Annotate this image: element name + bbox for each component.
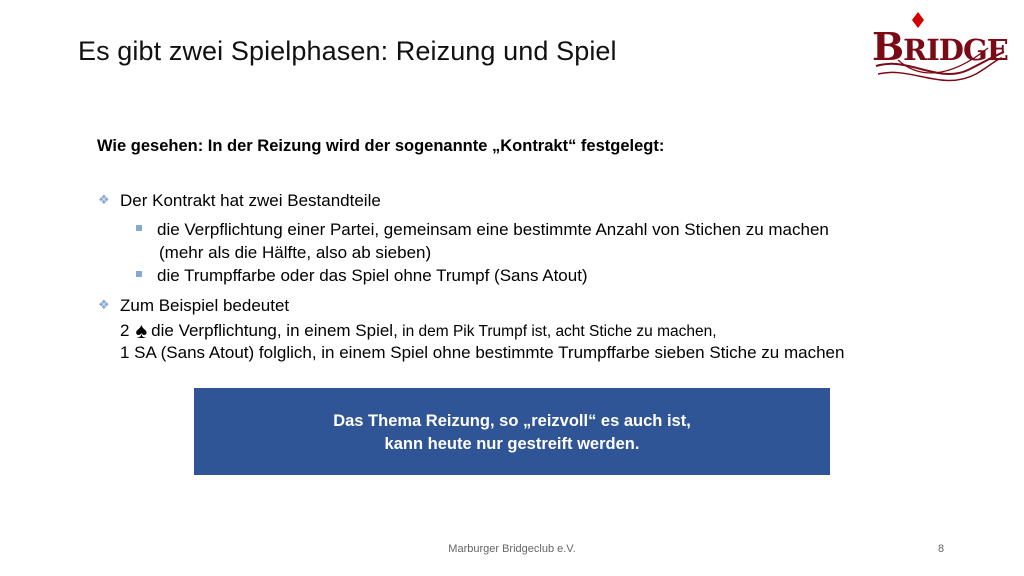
square-bullet-icon bbox=[136, 225, 142, 231]
sub-bullet-verpflichtung-cont: (mehr als die Hälfte, also ab sieben) bbox=[159, 243, 432, 262]
spade-icon: ♠ bbox=[135, 318, 148, 343]
square-bullet-icon bbox=[136, 271, 142, 277]
highlight-line-1: Das Thema Reizung, so „reizvoll“ es auch ist, bbox=[333, 412, 691, 430]
example-two-spades: 2 ♠ die Verpflichtung, in einem Spiel, in dem Pik Trumpf ist, acht Stiche zu machen, bbox=[120, 318, 717, 343]
logo-wordmark: BRIDGE bbox=[872, 24, 1008, 69]
diamond-bullet-icon: ❖ bbox=[98, 297, 110, 312]
diamond-bullet-icon: ❖ bbox=[98, 192, 110, 207]
footer-club-name: Marburger Bridgeclub e.V. bbox=[448, 543, 576, 555]
bullet-beispiel: ❖ Zum Beispiel bedeutet bbox=[98, 296, 290, 315]
bullet-kontrakt: ❖ Der Kontrakt hat zwei Bestandteile bbox=[98, 191, 381, 210]
example-one-sa: 1 SA (Sans Atout) folglich, in einem Spiel ohne bestimmte Trumpffarbe sieben Stiche zu machen bbox=[120, 343, 845, 362]
slide-title: Es gibt zwei Spielphasen: Reizung und Spiel bbox=[78, 36, 617, 66]
lead-statement: Wie gesehen: In der Reizung wird der sogenannte „Kontrakt“ festgelegt: bbox=[97, 137, 665, 155]
sub-bullet-verpflichtung: die Verpflichtung einer Partei, gemeinsam eine bestimmte Anzahl von Stichen zu machen bbox=[136, 220, 829, 240]
highlight-box bbox=[194, 388, 830, 475]
highlight-line-2: kann heute nur gestreift werden. bbox=[384, 435, 640, 453]
sub-bullet-trumpffarbe: die Trumpffarbe oder das Spiel ohne Trumpf (Sans Atout) bbox=[136, 266, 588, 286]
bridge-logo bbox=[868, 8, 1008, 86]
page-number: 8 bbox=[938, 543, 945, 555]
